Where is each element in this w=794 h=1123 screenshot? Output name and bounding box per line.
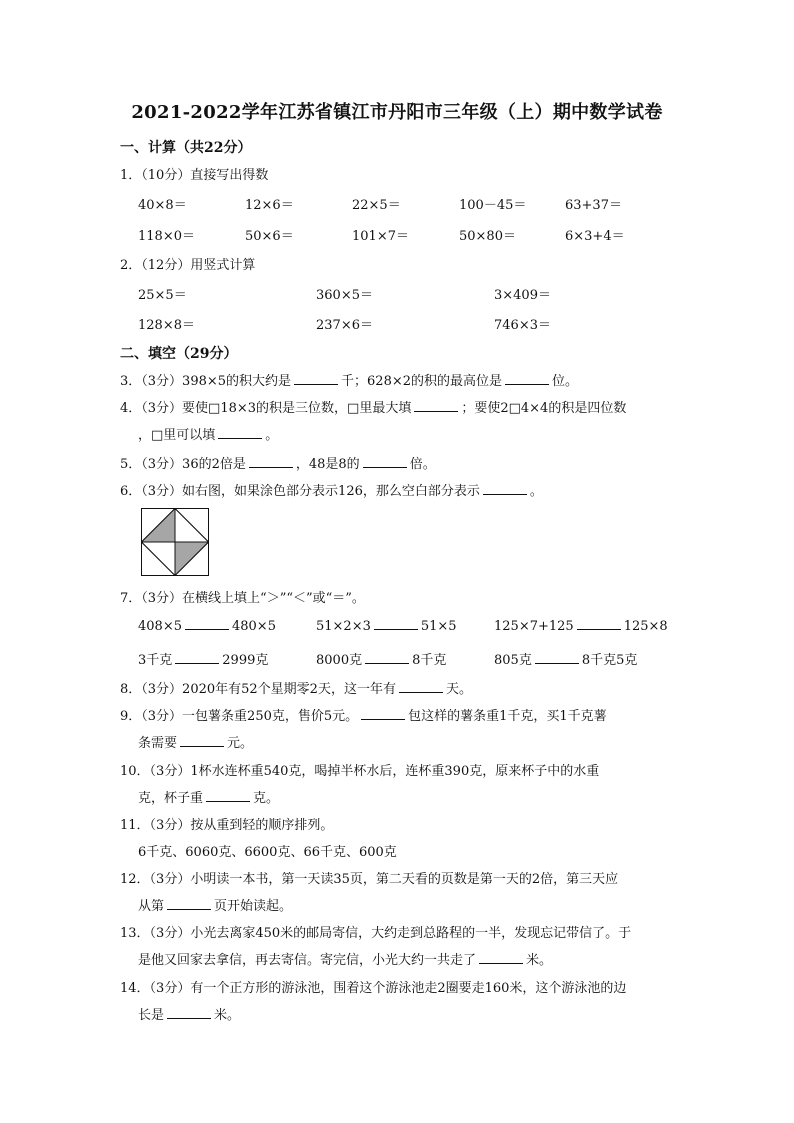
q13-line: 13．（3分）小光去离家450米的邮局寄信，大约走到总路程的一半，发现忘记带信了。于 [120, 926, 632, 941]
q1-item: 63+37＝ [565, 198, 622, 213]
q8-text: 8．（3分）2020年有52个星期零2天，这一年有 [120, 682, 396, 697]
q6-line [120, 480, 543, 499]
q14-line-2 [138, 1004, 240, 1023]
q7-left: 51×2×3 [316, 619, 371, 634]
answer-blank[interactable] [180, 734, 224, 747]
q10-line-2 [138, 787, 279, 806]
q9-text: 9．（3分）一包薯条重250克，售价5元。 [120, 709, 359, 724]
q14-text: 长是 [138, 1008, 165, 1023]
q12-line-2 [138, 895, 292, 914]
q2-item: 360×5＝ [316, 288, 373, 303]
q4-line [120, 397, 626, 416]
q8-text: 天。 [445, 682, 472, 697]
answer-blank[interactable] [218, 426, 262, 439]
q7-label: 7．（3分）在横线上填上“＞”“＜”或“＝”。 [120, 591, 365, 606]
q7-compare [316, 649, 446, 668]
q7-right: 2999克 [222, 653, 269, 668]
q3-text: 位。 [552, 374, 579, 389]
section-1-heading: 一、计算（共22分） [120, 140, 252, 156]
q1-item: 118×0＝ [138, 229, 195, 244]
answer-blank[interactable] [206, 789, 250, 802]
answer-blank[interactable] [185, 617, 229, 630]
q7-right: 480×5 [231, 619, 276, 634]
q1-label: 1．（10分）直接写出得数 [120, 168, 269, 183]
q4-text: 。 [265, 428, 279, 443]
q2-item: 3×409＝ [494, 288, 551, 303]
q5-text: 5．（3分）36的2倍是 [120, 457, 246, 472]
answer-blank[interactable] [505, 372, 549, 385]
q1-item: 100－45＝ [459, 198, 527, 213]
q4-line-2 [138, 424, 278, 443]
answer-blank[interactable] [363, 455, 407, 468]
answer-blank[interactable] [479, 951, 523, 964]
q7-left: 408×5 [138, 619, 182, 634]
q7-compare [138, 649, 268, 668]
q4-text: 4．（3分）要使□18×3的积是三位数，□里最大填 [120, 401, 412, 416]
q10-text: 克，杯子重 [138, 791, 204, 806]
q9-text: 包这样的薯条重1千克，买1千克薯 [408, 709, 607, 724]
answer-blank[interactable] [535, 651, 579, 664]
q12-line: 12．（3分）小明读一本书，第一天读35页，第二天看的页数是第一天的2倍，第三天应 [120, 872, 619, 887]
q2-item: 237×6＝ [316, 318, 373, 333]
q2-item: 746×3＝ [494, 318, 551, 333]
answer-blank[interactable] [414, 399, 458, 412]
q1-item: 50×80＝ [459, 229, 516, 244]
q3-text: 3．（3分）398×5的积大约是 [120, 374, 292, 389]
q1-item: 40×8＝ [138, 198, 187, 213]
answer-blank[interactable] [365, 651, 409, 664]
q5-text: 倍。 [409, 457, 436, 472]
q7-left: 3千克 [138, 653, 173, 668]
q4-text: ；要使2□4×4的积是四位数 [461, 401, 627, 416]
q2-label: 2．（12分）用竖式计算 [120, 258, 256, 273]
q7-compare [138, 617, 276, 634]
q1-item: 12×6＝ [245, 198, 294, 213]
q1-item: 101×7＝ [352, 229, 409, 244]
q10-text: 克。 [253, 791, 280, 806]
q8-line [120, 678, 472, 697]
answer-blank[interactable] [361, 707, 405, 720]
q13-text: 是他又回家去拿信，再去寄信。寄完信，小光大约一共走了 [138, 953, 477, 968]
square-diagram [141, 508, 209, 576]
q3-text: 千；628×2的积的最高位是 [341, 374, 503, 389]
q12-text: 从第 [138, 899, 165, 914]
q9-line-2 [138, 732, 253, 751]
q4-text: ，□里可以填 [138, 428, 216, 443]
q5-text: ，48是8的 [295, 457, 360, 472]
q2-item: 128×8＝ [138, 318, 195, 333]
q7-compare [494, 617, 668, 634]
q2-item: 25×5＝ [138, 288, 187, 303]
q7-right: 125×8 [623, 619, 668, 634]
q11-line: 11．（3分）按从重到轻的顺序排列。 [120, 818, 334, 833]
answer-blank[interactable] [374, 617, 418, 630]
q9-text: 条需要 [138, 736, 178, 751]
section-2-heading: 二、填空（29分） [120, 346, 238, 362]
answer-blank[interactable] [167, 897, 211, 910]
q7-left: 8000克 [316, 653, 363, 668]
page-title: 2021-2022学年江苏省镇江市丹阳市三年级（上）期中数学试卷 [131, 102, 663, 123]
q12-text: 页开始读起。 [214, 899, 293, 914]
q13-text: 米。 [526, 953, 553, 968]
q7-right: 8千克5克 [581, 653, 638, 668]
q5-line [120, 453, 436, 472]
q11-items: 6千克、6060克、6600克、66千克、600克 [138, 845, 397, 860]
answer-blank[interactable] [175, 651, 219, 664]
q1-item: 22×5＝ [352, 198, 401, 213]
q14-text: 米。 [214, 1008, 241, 1023]
q7-right: 8千克 [412, 653, 447, 668]
answer-blank[interactable] [399, 680, 443, 693]
q7-compare [316, 617, 457, 634]
q1-item: 50×6＝ [245, 229, 294, 244]
q9-line [120, 705, 607, 724]
q1-item: 6×3+4＝ [565, 229, 625, 244]
q9-text: 元。 [227, 736, 254, 751]
answer-blank[interactable] [294, 372, 338, 385]
answer-blank[interactable] [167, 1006, 211, 1019]
q7-compare [494, 649, 637, 668]
q7-right: 51×5 [420, 619, 457, 634]
q7-left: 805克 [494, 653, 532, 668]
q10-line: 10．（3分）1杯水连杯重540克，喝掉半杯水后，连杯重390克，原来杯子中的水重 [120, 764, 600, 779]
q13-line-2 [138, 949, 552, 968]
q6-text: 。 [529, 484, 543, 499]
answer-blank[interactable] [483, 482, 527, 495]
q3-line [120, 370, 578, 389]
q7-left: 125×7+125 [494, 619, 574, 634]
answer-blank[interactable] [249, 455, 293, 468]
answer-blank[interactable] [577, 617, 621, 630]
q6-text: 6．（3分）如右图，如果涂色部分表示126，那么空白部分表示 [120, 484, 480, 499]
q14-line: 14．（3分）有一个正方形的游泳池，围着这个游泳池走2圈要走160米，这个游泳池的边 [120, 981, 627, 996]
